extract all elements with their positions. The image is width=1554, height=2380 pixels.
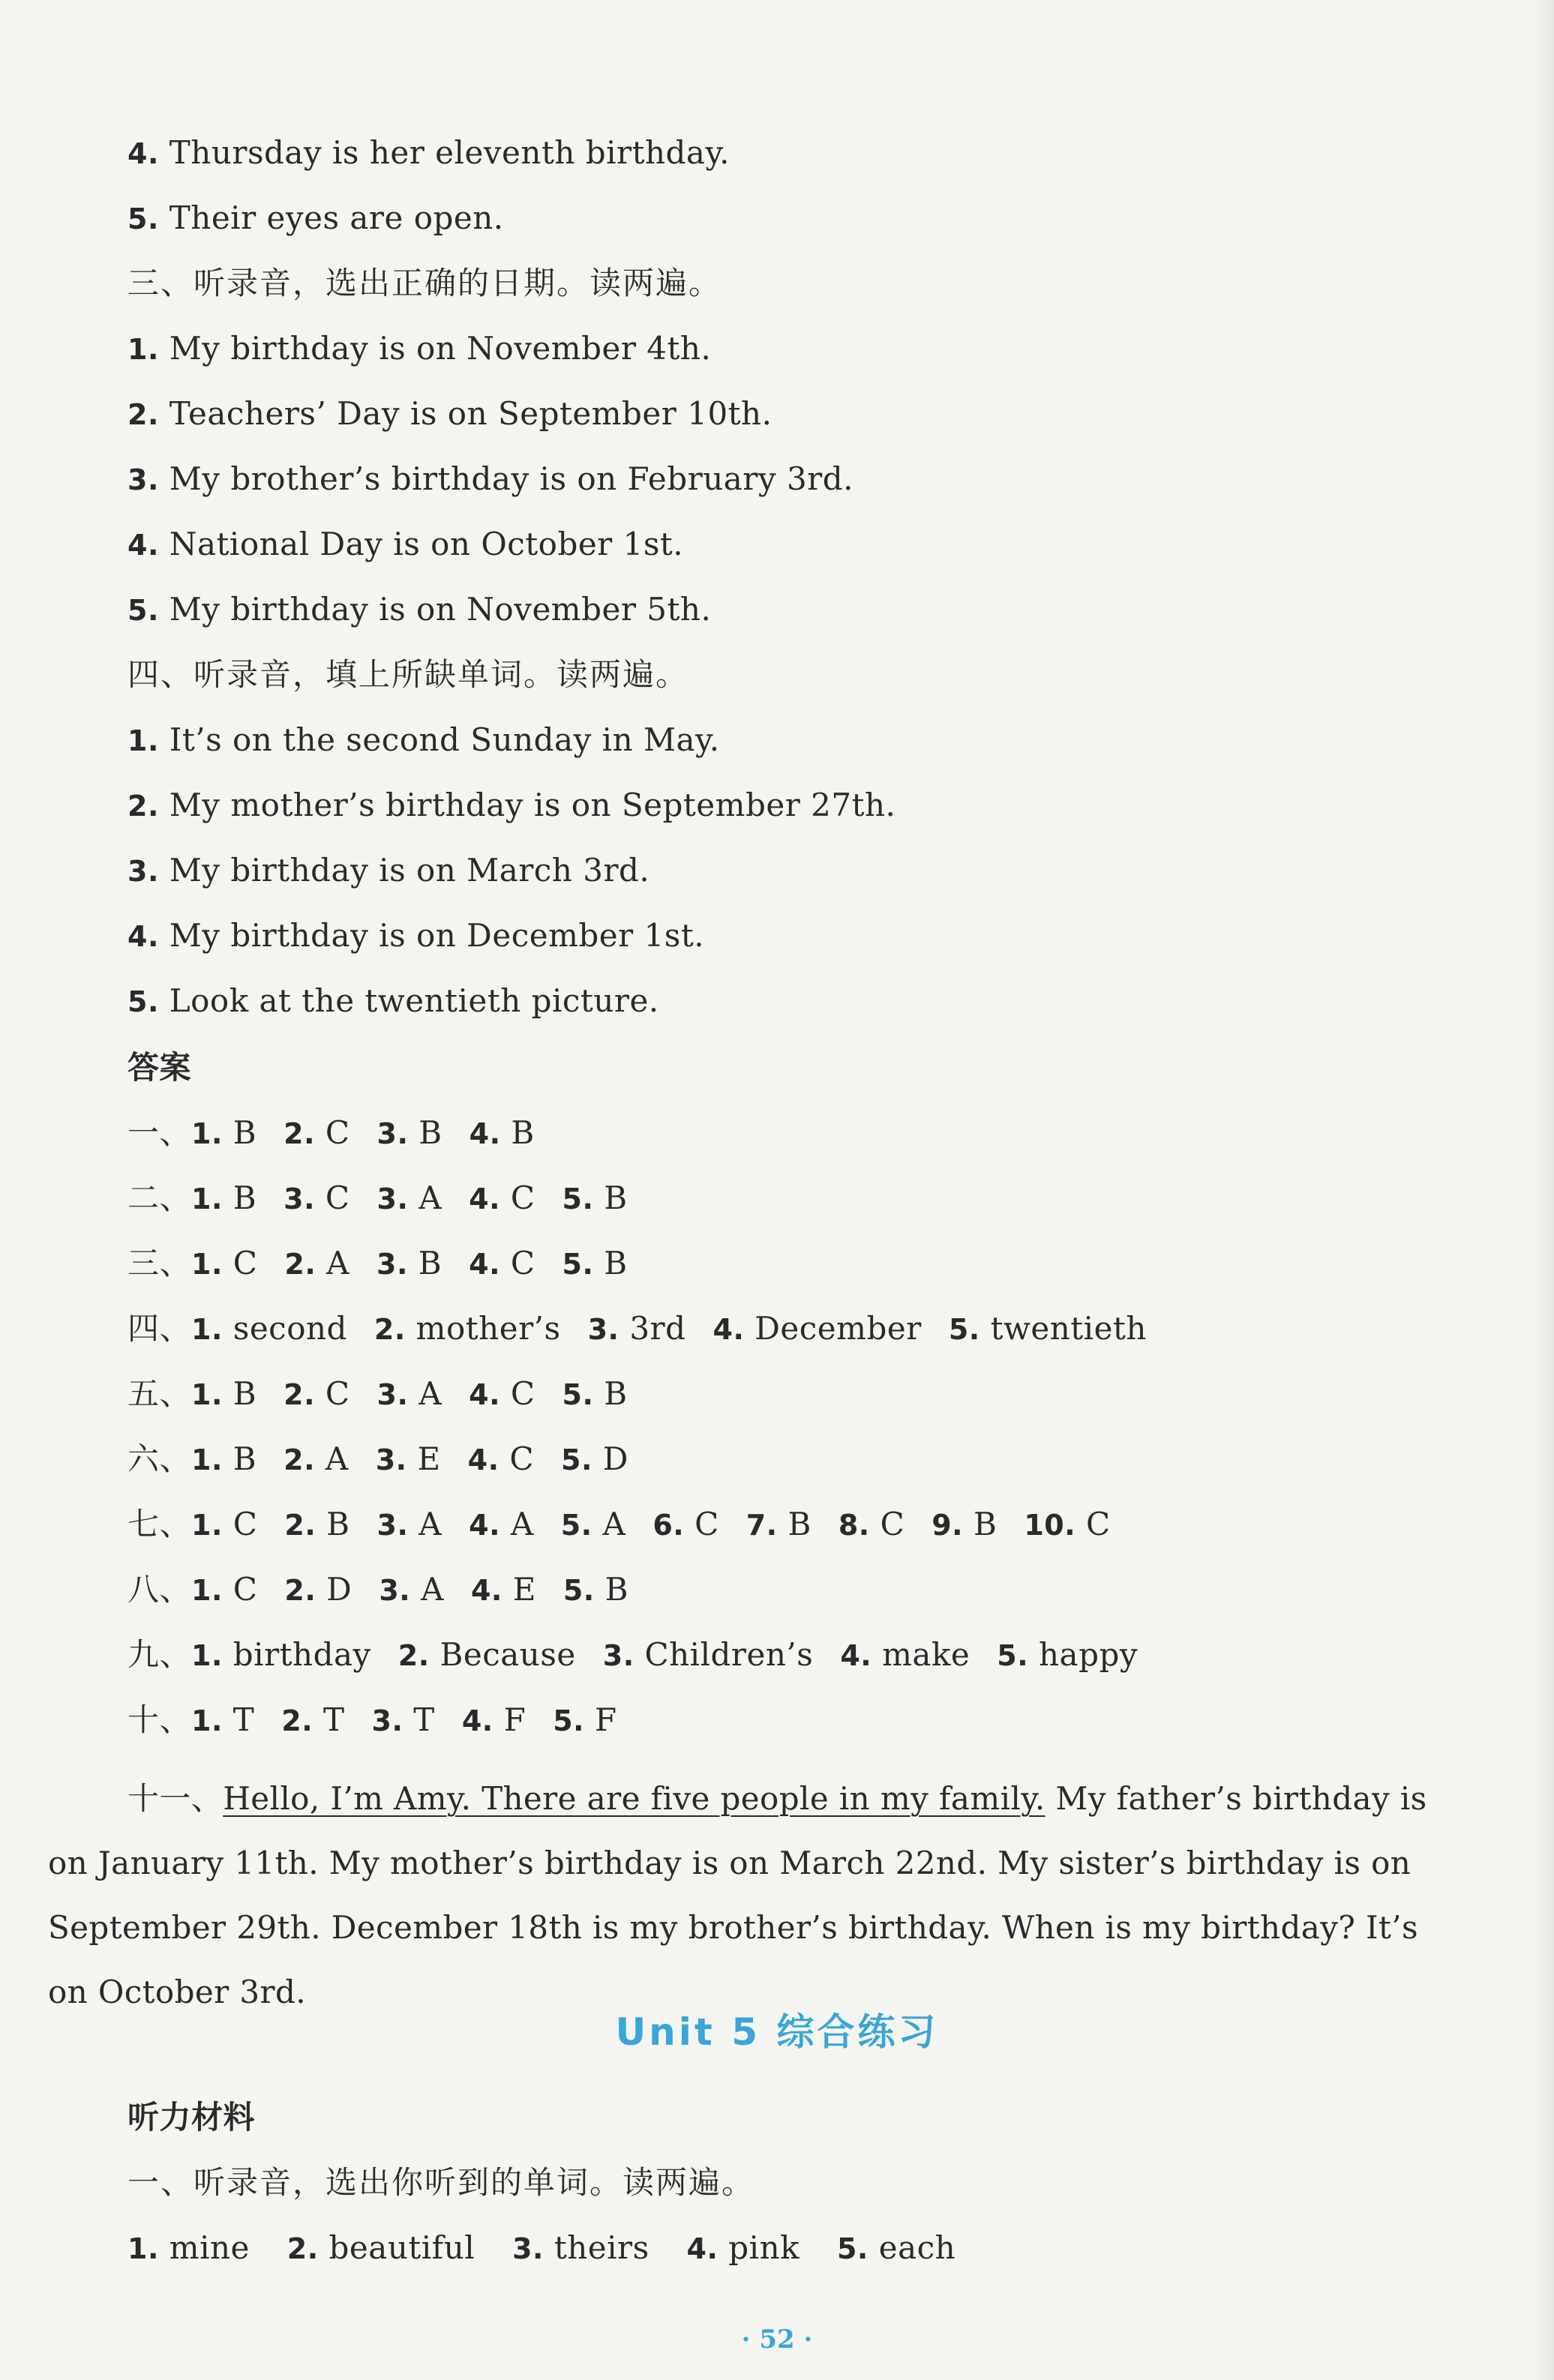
answer-item bbox=[468, 1438, 534, 1481]
answer-item-value: A bbox=[418, 1375, 442, 1412]
answers-heading: 答案 bbox=[128, 1049, 192, 1086]
answer-item bbox=[462, 1699, 526, 1742]
answer-item-number: 2. bbox=[284, 1443, 316, 1476]
answer-item-value: B bbox=[604, 1180, 628, 1216]
answer-row bbox=[128, 1112, 535, 1155]
answer-item bbox=[562, 1373, 628, 1416]
answer-item bbox=[469, 1373, 535, 1416]
answer-item bbox=[284, 1373, 350, 1416]
answer-item-value: B bbox=[604, 1571, 628, 1608]
answer-item bbox=[191, 1634, 371, 1677]
answer-item-value: C bbox=[510, 1245, 536, 1281]
answer-item bbox=[191, 1242, 257, 1285]
answer-item bbox=[563, 1569, 628, 1611]
answer-item-number: 3. bbox=[376, 1117, 409, 1150]
answer-item bbox=[191, 1438, 256, 1481]
page-edge-shadow bbox=[1533, 0, 1554, 2380]
answer-item bbox=[562, 1242, 628, 1285]
answer-item-value: A bbox=[418, 1506, 442, 1542]
answer-item-value: B bbox=[232, 1180, 257, 1216]
answer-item-number: 4. bbox=[712, 1313, 745, 1346]
answer-item-number: 3. bbox=[379, 1574, 411, 1607]
answer-item bbox=[838, 1503, 904, 1546]
answer-item bbox=[374, 1308, 561, 1350]
answer-item bbox=[191, 1177, 256, 1220]
word-item: 2. beautiful bbox=[286, 2229, 476, 2266]
answer-item bbox=[469, 1177, 535, 1220]
answer-item bbox=[997, 1634, 1138, 1677]
answer-item bbox=[561, 1438, 628, 1481]
answer-item-number: 5. bbox=[562, 1183, 594, 1215]
answer-item bbox=[191, 1569, 257, 1611]
answer-row bbox=[128, 1634, 1138, 1677]
answer-item-number: 4. bbox=[467, 1443, 500, 1476]
word-item: 5. each bbox=[836, 2229, 956, 2266]
answer-item bbox=[191, 1112, 256, 1155]
answer-item bbox=[398, 1634, 576, 1677]
answer-item-number: 4. bbox=[461, 1704, 494, 1737]
answer-row bbox=[128, 1699, 617, 1742]
answer-eleven-underlined: Hello, I’m Amy. There are five people in my family. bbox=[223, 1780, 1046, 1817]
answer-item-number: 5. bbox=[948, 1313, 980, 1346]
answer-item bbox=[562, 1177, 628, 1220]
answer-item-number: 4. bbox=[469, 1117, 501, 1150]
section-3-heading: 三、听录音，选出正确的日期。读两遍。 bbox=[128, 265, 722, 301]
listening-item-5: 5. Their eyes are open. bbox=[128, 199, 504, 236]
unit-section-1-heading: 一、听录音，选出你听到的单词。读两遍。 bbox=[128, 2164, 755, 2201]
answer-item-number: 1. bbox=[191, 1639, 223, 1672]
answer-item bbox=[281, 1699, 344, 1742]
answer-item-value: B bbox=[973, 1506, 998, 1542]
answer-item-value: C bbox=[510, 1375, 536, 1412]
answer-item-number: 2. bbox=[284, 1117, 316, 1150]
answer-item-number: 4. bbox=[469, 1248, 501, 1281]
answer-item-value: C bbox=[232, 1506, 258, 1542]
answer-item bbox=[284, 1177, 350, 1220]
answer-item bbox=[561, 1503, 626, 1546]
answer-item bbox=[713, 1308, 922, 1350]
answer-item-value: C bbox=[325, 1375, 350, 1412]
answer-item bbox=[469, 1503, 534, 1546]
answer-row-label: 二、 bbox=[128, 1180, 192, 1216]
answer-item-number: 2. bbox=[374, 1313, 406, 1346]
answer-eleven-rest: My father’s birthday is on January 11th. My mother’s birthday is on March 22nd. My sister’s birthday is on September 29th. December 18th is my brother’s birthday. When is my birthday? It’s on October 3rd. bbox=[48, 1780, 1427, 2010]
answer-item-number: 4. bbox=[470, 1574, 502, 1607]
answer-item-value: mother’s bbox=[416, 1310, 561, 1347]
answer-item-value: birthday bbox=[232, 1636, 371, 1673]
answer-item bbox=[284, 1438, 349, 1481]
answer-item-number: 5. bbox=[561, 1443, 592, 1476]
answer-item-number: 4. bbox=[469, 1509, 501, 1542]
answer-item bbox=[1024, 1503, 1110, 1546]
answer-item bbox=[377, 1177, 442, 1220]
answer-item-value: A bbox=[325, 1440, 349, 1477]
unit-title: Unit 5 综合练习 bbox=[615, 2010, 939, 2054]
answer-item-number: 8. bbox=[838, 1509, 870, 1542]
answer-item-number: 1. bbox=[191, 1378, 223, 1411]
answer-item-number: 3. bbox=[376, 1183, 409, 1215]
answer-item-value: B bbox=[511, 1114, 535, 1151]
answer-item-number: 1. bbox=[191, 1574, 223, 1607]
answer-item-value: C bbox=[1086, 1506, 1111, 1542]
section-3-item: 5. My birthday is on November 5th. bbox=[128, 591, 712, 628]
section-4-item: 4. My birthday is on December 1st. bbox=[128, 917, 705, 954]
answer-item-number: 3. bbox=[376, 1509, 409, 1542]
answer-eleven-label: 十一、 bbox=[128, 1780, 224, 1817]
answer-item-value: B bbox=[418, 1245, 442, 1281]
answer-item-value: A bbox=[421, 1571, 444, 1608]
answer-item-value: December bbox=[754, 1310, 922, 1347]
listening-heading: 听力材料 bbox=[128, 2099, 256, 2136]
answer-item bbox=[588, 1308, 686, 1350]
answer-item bbox=[840, 1634, 970, 1677]
answer-item bbox=[284, 1242, 350, 1285]
word-item: 4. pink bbox=[686, 2229, 800, 2266]
answer-item-number: 6. bbox=[652, 1509, 685, 1542]
answer-item bbox=[376, 1438, 441, 1481]
section-3-item: 2. Teachers’ Day is on September 10th. bbox=[128, 395, 772, 432]
answer-item-value: B bbox=[418, 1114, 442, 1151]
answer-item-value: B bbox=[232, 1375, 257, 1412]
answer-item-value: A bbox=[418, 1180, 442, 1216]
answer-item bbox=[652, 1503, 718, 1546]
answer-item bbox=[372, 1699, 435, 1742]
answer-item-value: E bbox=[512, 1571, 536, 1608]
section-3-item: 4. National Day is on October 1st. bbox=[128, 526, 684, 562]
answer-item-value: B bbox=[232, 1114, 257, 1151]
answer-item-value: C bbox=[232, 1571, 258, 1608]
answer-item-value: D bbox=[602, 1440, 628, 1477]
answer-item-number: 2. bbox=[281, 1704, 314, 1737]
answer-item-value: B bbox=[604, 1375, 628, 1412]
answer-row bbox=[128, 1242, 628, 1285]
section-4-heading: 四、听录音，填上所缺单词。读两遍。 bbox=[128, 656, 689, 693]
answer-item-number: 3. bbox=[376, 1248, 408, 1281]
answer-item-number: 2. bbox=[398, 1639, 430, 1672]
answer-item bbox=[471, 1569, 536, 1611]
answer-item-value: B bbox=[788, 1506, 812, 1542]
answer-item bbox=[377, 1112, 442, 1155]
answer-item-number: 3. bbox=[376, 1378, 409, 1411]
answer-item bbox=[284, 1112, 350, 1155]
answer-item-number: 7. bbox=[746, 1509, 778, 1542]
answer-item-value: happy bbox=[1039, 1636, 1138, 1673]
answer-item-number: 2. bbox=[284, 1378, 316, 1411]
answer-item-number: 1. bbox=[191, 1117, 223, 1150]
section-3-item: 3. My brother’s birthday is on February 3rd. bbox=[128, 460, 854, 497]
answer-item-value: B bbox=[232, 1440, 257, 1477]
answer-item bbox=[949, 1308, 1147, 1350]
word-item: 3. theirs bbox=[512, 2229, 650, 2266]
answer-item-number: 1. bbox=[191, 1509, 223, 1542]
listening-item-4: 4. Thursday is her eleventh birthday. bbox=[128, 134, 730, 171]
answer-item-number: 4. bbox=[469, 1183, 501, 1215]
page-number: · 52 · bbox=[741, 2325, 813, 2355]
section-3-item: 1. My birthday is on November 4th. bbox=[128, 330, 712, 367]
answer-item-value: C bbox=[325, 1180, 350, 1216]
answer-row-label: 十、 bbox=[128, 1701, 192, 1738]
answer-item-value: C bbox=[232, 1245, 258, 1281]
answer-item bbox=[379, 1569, 444, 1611]
answer-row-label: 五、 bbox=[128, 1375, 192, 1412]
answer-item bbox=[376, 1242, 442, 1285]
answer-item-number: 5. bbox=[553, 1704, 585, 1737]
answer-item-value: A bbox=[510, 1506, 534, 1542]
section-4-item: 1. It’s on the second Sunday in May. bbox=[128, 721, 720, 758]
answer-item bbox=[603, 1634, 814, 1677]
answer-item bbox=[932, 1503, 997, 1546]
word-item: 1. mine bbox=[128, 2229, 250, 2266]
answer-item-value: C bbox=[325, 1114, 350, 1151]
answer-item-value: B bbox=[604, 1245, 628, 1281]
answer-item-value: T bbox=[232, 1701, 255, 1738]
answer-item bbox=[746, 1503, 812, 1546]
answer-item-value: C bbox=[694, 1506, 719, 1542]
answer-item-value: C bbox=[509, 1440, 535, 1477]
answer-item-number: 5. bbox=[562, 1574, 595, 1607]
answer-row-label: 八、 bbox=[128, 1571, 192, 1608]
answer-item-number: 3. bbox=[375, 1443, 407, 1476]
answer-row-label: 七、 bbox=[128, 1506, 192, 1542]
answer-item-value: make bbox=[882, 1636, 970, 1673]
answer-item bbox=[284, 1503, 350, 1546]
answer-item-number: 1. bbox=[191, 1313, 223, 1346]
answer-item bbox=[377, 1373, 442, 1416]
answer-row bbox=[128, 1438, 628, 1481]
answer-item-value: A bbox=[326, 1245, 350, 1281]
answer-item-number: 5. bbox=[560, 1509, 592, 1542]
answer-item-number: 5. bbox=[997, 1639, 1029, 1672]
answer-item-value: twentieth bbox=[990, 1310, 1147, 1347]
answer-item bbox=[377, 1503, 442, 1546]
answer-item-number: 2. bbox=[284, 1248, 316, 1281]
answer-item-value: C bbox=[510, 1180, 536, 1216]
answer-item-number: 3. bbox=[371, 1704, 404, 1737]
answer-row bbox=[128, 1308, 1147, 1350]
answer-item-number: 1. bbox=[191, 1183, 223, 1215]
answer-item bbox=[191, 1503, 257, 1546]
answer-item-number: 5. bbox=[562, 1248, 594, 1281]
section-4-item: 5. Look at the twentieth picture. bbox=[128, 982, 659, 1019]
answer-eleven-paragraph bbox=[48, 1767, 1458, 2025]
answer-item-number: 3. bbox=[284, 1183, 316, 1215]
answer-item bbox=[553, 1699, 616, 1742]
answer-item-number: 10. bbox=[1024, 1509, 1076, 1542]
answer-item-number: 2. bbox=[284, 1509, 316, 1542]
answer-item-value: F bbox=[594, 1701, 617, 1738]
answer-item-value: T bbox=[413, 1701, 435, 1738]
answer-row-label: 九、 bbox=[128, 1636, 192, 1673]
answer-item bbox=[191, 1699, 254, 1742]
answer-item-number: 9. bbox=[932, 1509, 964, 1542]
answer-row bbox=[128, 1373, 628, 1416]
answer-row bbox=[128, 1569, 628, 1611]
answer-row-label: 三、 bbox=[128, 1245, 192, 1281]
answer-item-number: 4. bbox=[469, 1378, 501, 1411]
answer-item-number: 3. bbox=[602, 1639, 634, 1672]
answer-item-number: 1. bbox=[191, 1248, 223, 1281]
answer-item-value: A bbox=[602, 1506, 626, 1542]
section-4-item: 3. My birthday is on March 3rd. bbox=[128, 852, 650, 889]
answer-item-number: 1. bbox=[191, 1443, 223, 1476]
answer-item-value: 3rd bbox=[629, 1310, 686, 1347]
answer-row bbox=[128, 1503, 1111, 1546]
answer-item-value: second bbox=[232, 1310, 347, 1347]
answer-item-number: 1. bbox=[191, 1704, 223, 1737]
answer-row-label: 六、 bbox=[128, 1440, 192, 1477]
answer-item-value: E bbox=[417, 1440, 441, 1477]
answer-item bbox=[191, 1308, 347, 1350]
answer-item-number: 3. bbox=[587, 1313, 620, 1346]
answer-item-value: F bbox=[503, 1701, 526, 1738]
answer-item-number: 4. bbox=[840, 1639, 872, 1672]
answer-item-number: 2. bbox=[284, 1574, 316, 1607]
answer-item-value: C bbox=[880, 1506, 905, 1542]
answer-item-value: Children’s bbox=[644, 1636, 814, 1673]
answer-item-value: T bbox=[323, 1701, 345, 1738]
answer-item bbox=[191, 1373, 256, 1416]
answer-item-value: D bbox=[326, 1571, 352, 1608]
answer-item bbox=[470, 1112, 535, 1155]
answer-item-number: 5. bbox=[562, 1378, 594, 1411]
unit-section-1-items bbox=[128, 2227, 956, 2270]
answer-item bbox=[284, 1569, 352, 1611]
answer-row-label: 一、 bbox=[128, 1114, 192, 1151]
answer-item bbox=[469, 1242, 535, 1285]
answer-row-label: 四、 bbox=[128, 1310, 192, 1347]
section-4-item: 2. My mother’s birthday is on September 27th. bbox=[128, 787, 896, 823]
answer-row bbox=[128, 1177, 628, 1220]
answer-item-value: Because bbox=[440, 1636, 576, 1673]
answer-item-value: B bbox=[326, 1506, 350, 1542]
